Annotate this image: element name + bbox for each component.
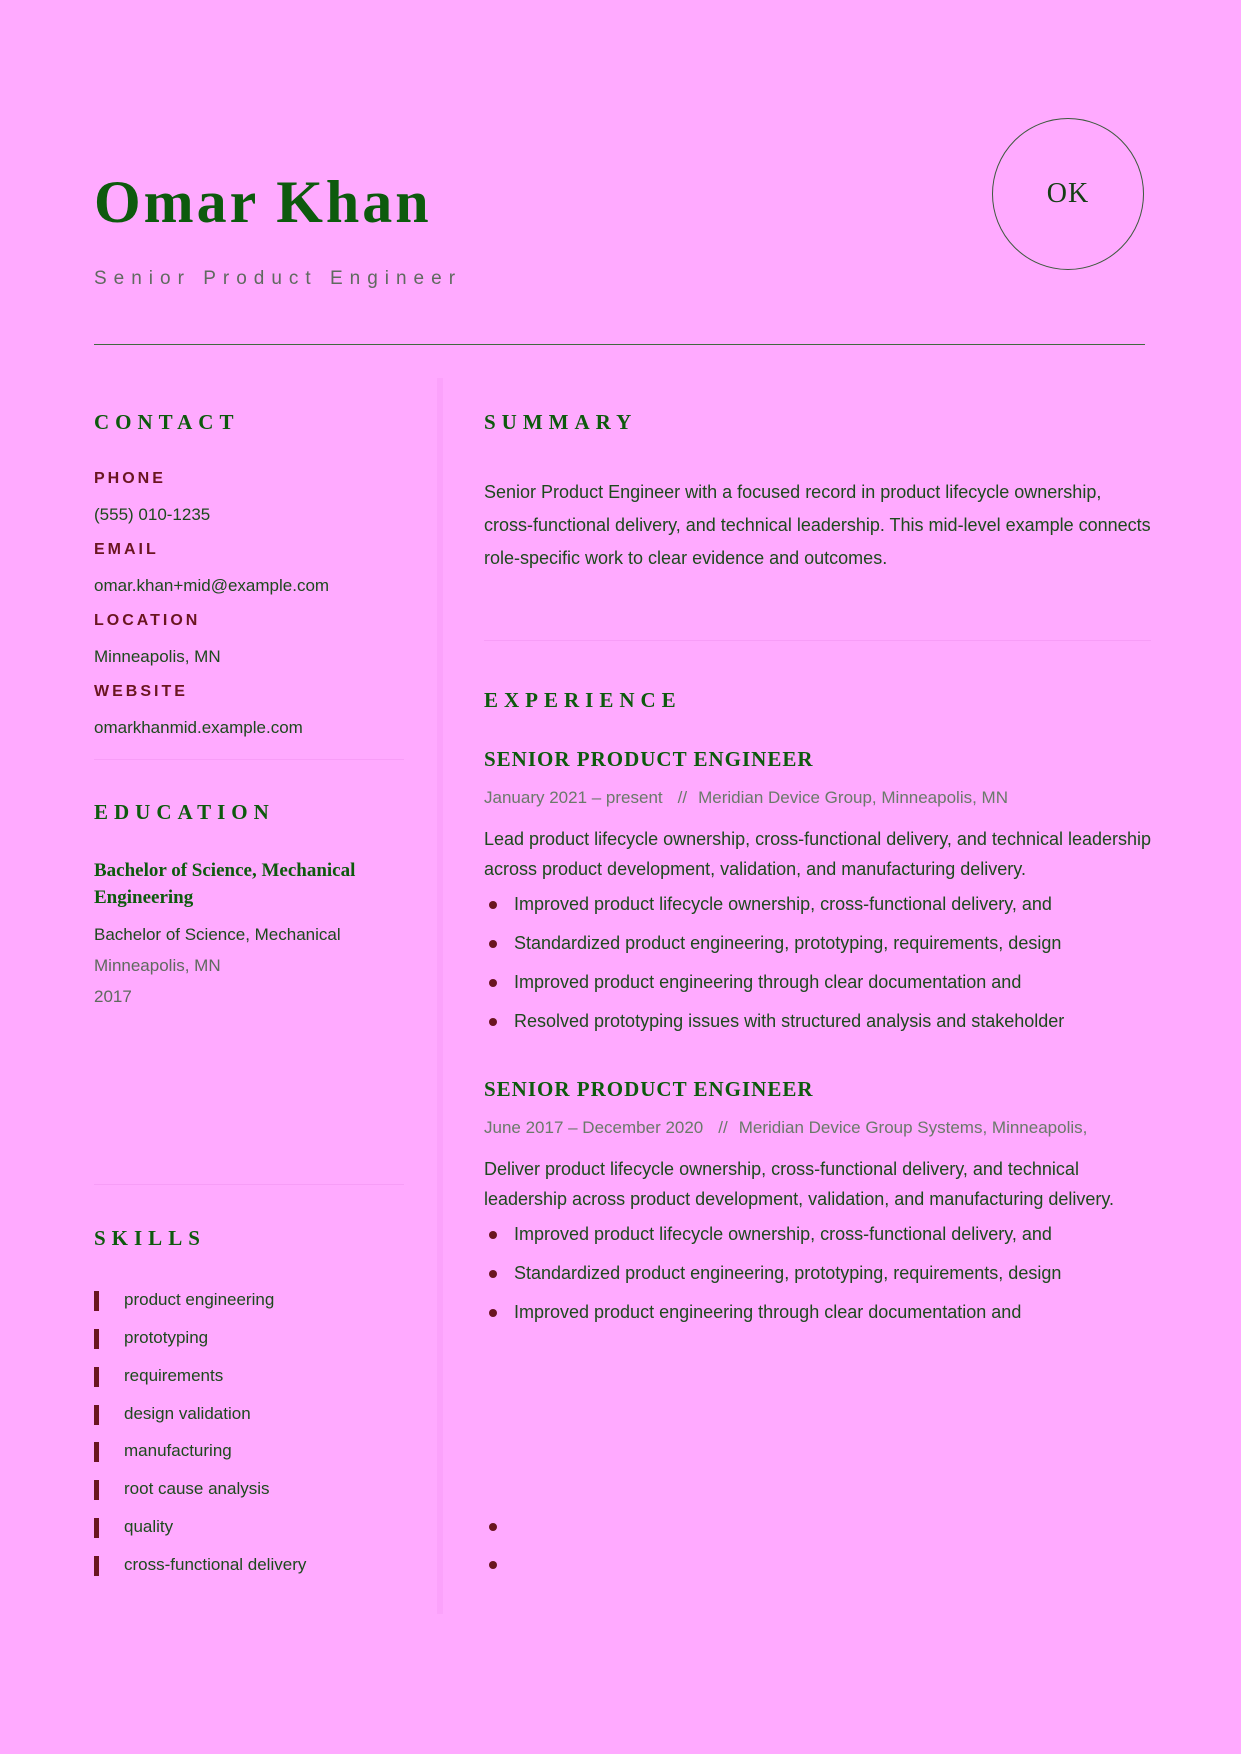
phone-value[interactable]: (555) 010-1235 bbox=[94, 505, 211, 524]
skill-marker bbox=[94, 1442, 99, 1462]
bullet-dot bbox=[489, 1018, 497, 1026]
job-dates: January 2021 – present bbox=[484, 788, 663, 807]
email-value[interactable]: omar.khan+mid@example.com bbox=[94, 576, 330, 595]
job-company: Meridian Device Group Systems, Minneapolis, bbox=[738, 1118, 1088, 1137]
skill-label: manufacturing bbox=[124, 1441, 232, 1460]
education-heading: EDUCATION bbox=[94, 800, 275, 824]
bullet-text: Improved product lifecycle ownership, cross-functional delivery, and bbox=[514, 894, 1052, 914]
skill-marker bbox=[94, 1556, 99, 1576]
skill-marker bbox=[94, 1405, 99, 1425]
skill-marker bbox=[94, 1518, 99, 1538]
skill-marker bbox=[94, 1329, 99, 1349]
bullet-dot bbox=[489, 979, 497, 987]
degree-line: Bachelor of Science, Mechanical bbox=[94, 925, 341, 944]
job-title: SENIOR PRODUCT ENGINEER bbox=[484, 747, 814, 771]
skill-item bbox=[94, 1328, 394, 1352]
education-divider bbox=[94, 1184, 404, 1185]
website-label: WEBSITE bbox=[94, 683, 188, 700]
skill-label: product engineering bbox=[124, 1290, 275, 1309]
skill-label: cross-functional delivery bbox=[124, 1555, 307, 1574]
bullet-dot bbox=[489, 1270, 497, 1278]
skill-label: root cause analysis bbox=[124, 1479, 270, 1498]
column-divider bbox=[437, 378, 443, 1614]
bullet-text: Resolved prototyping issues with structured analysis and stakeholder bbox=[514, 1011, 1065, 1031]
candidate-role: Senior Product Engineer bbox=[94, 268, 463, 289]
monogram-badge: OK bbox=[992, 118, 1144, 270]
job-bullet bbox=[484, 1263, 1164, 1289]
job-meta bbox=[484, 788, 1154, 810]
education-year: 2017 bbox=[94, 987, 132, 1006]
bullet-dot bbox=[489, 1231, 497, 1239]
job-bullet bbox=[484, 972, 1164, 998]
bullet-text: Improved product engineering through clear documentation and bbox=[514, 972, 1022, 992]
skill-item bbox=[94, 1366, 394, 1390]
job-description: Lead product lifecycle ownership, cross-functional delivery, and technical leadership across product development, validation, and manufacturing delivery. bbox=[484, 829, 1152, 879]
experience-heading: EXPERIENCE bbox=[484, 688, 682, 712]
header-divider bbox=[94, 344, 1145, 345]
bullet-text: Improved product engineering through clear documentation and bbox=[514, 1302, 1022, 1322]
meta-separator: // bbox=[718, 1118, 728, 1137]
summary-text: Senior Product Engineer with a focused record in product lifecycle ownership, cross-functional delivery, and technical leadership. This mid-level example connects role-specific work to clear evidence and outcomes. bbox=[484, 482, 1151, 568]
job-bullet bbox=[484, 1302, 1164, 1328]
bullet-text: Improved product lifecycle ownership, cross-functional delivery, and bbox=[514, 1224, 1052, 1244]
job-dates: June 2017 – December 2020 bbox=[484, 1118, 704, 1137]
skill-label: quality bbox=[124, 1517, 174, 1536]
skill-label: prototyping bbox=[124, 1328, 209, 1347]
skill-item bbox=[94, 1290, 394, 1314]
job-bullet bbox=[484, 1011, 1164, 1037]
contact-heading: CONTACT bbox=[94, 410, 240, 434]
candidate-name: Omar Khan bbox=[94, 169, 432, 235]
job-description: Deliver product lifecycle ownership, cross-functional delivery, and technical leadership across product development, validation, and manufacturing delivery. bbox=[484, 1159, 1115, 1209]
skill-item bbox=[94, 1479, 394, 1503]
bullet-text: Standardized product engineering, prototyping, requirements, design bbox=[514, 933, 1062, 953]
bullet-dot bbox=[489, 1309, 497, 1317]
website-value[interactable]: omarkhanmid.example.com bbox=[94, 718, 303, 737]
skill-marker bbox=[94, 1367, 99, 1387]
skill-item bbox=[94, 1555, 394, 1579]
meta-separator: // bbox=[677, 788, 688, 807]
empty-bullet-dot bbox=[489, 1561, 497, 1569]
job-bullet bbox=[484, 933, 1164, 959]
skill-marker bbox=[94, 1291, 99, 1311]
email-label: EMAIL bbox=[94, 541, 159, 558]
skill-label: requirements bbox=[124, 1366, 224, 1385]
job-bullet bbox=[484, 894, 1164, 920]
job-meta bbox=[484, 1118, 1154, 1140]
bullet-dot bbox=[489, 901, 497, 909]
location-value: Minneapolis, MN bbox=[94, 647, 221, 666]
degree-title: Bachelor of Science, Mechanical Engineering bbox=[94, 860, 356, 908]
bullet-dot bbox=[489, 940, 497, 948]
skill-item bbox=[94, 1517, 394, 1541]
summary-divider bbox=[484, 640, 1151, 641]
skill-item bbox=[94, 1441, 394, 1465]
bullet-text: Standardized product engineering, prototyping, requirements, design bbox=[514, 1263, 1062, 1283]
contact-divider bbox=[94, 759, 404, 760]
job-bullet bbox=[484, 1224, 1164, 1250]
skill-marker bbox=[94, 1480, 99, 1500]
location-label: LOCATION bbox=[94, 612, 201, 629]
empty-bullet-dot bbox=[489, 1523, 497, 1531]
summary-heading: SUMMARY bbox=[484, 410, 638, 434]
job-company: Meridian Device Group, Minneapolis, MN bbox=[698, 788, 1008, 807]
skill-label: design validation bbox=[124, 1404, 251, 1423]
skill-item bbox=[94, 1404, 394, 1428]
education-location: Minneapolis, MN bbox=[94, 956, 221, 975]
phone-label: PHONE bbox=[94, 470, 166, 487]
skills-heading: SKILLS bbox=[94, 1226, 206, 1250]
job-title: SENIOR PRODUCT ENGINEER bbox=[484, 1077, 814, 1101]
